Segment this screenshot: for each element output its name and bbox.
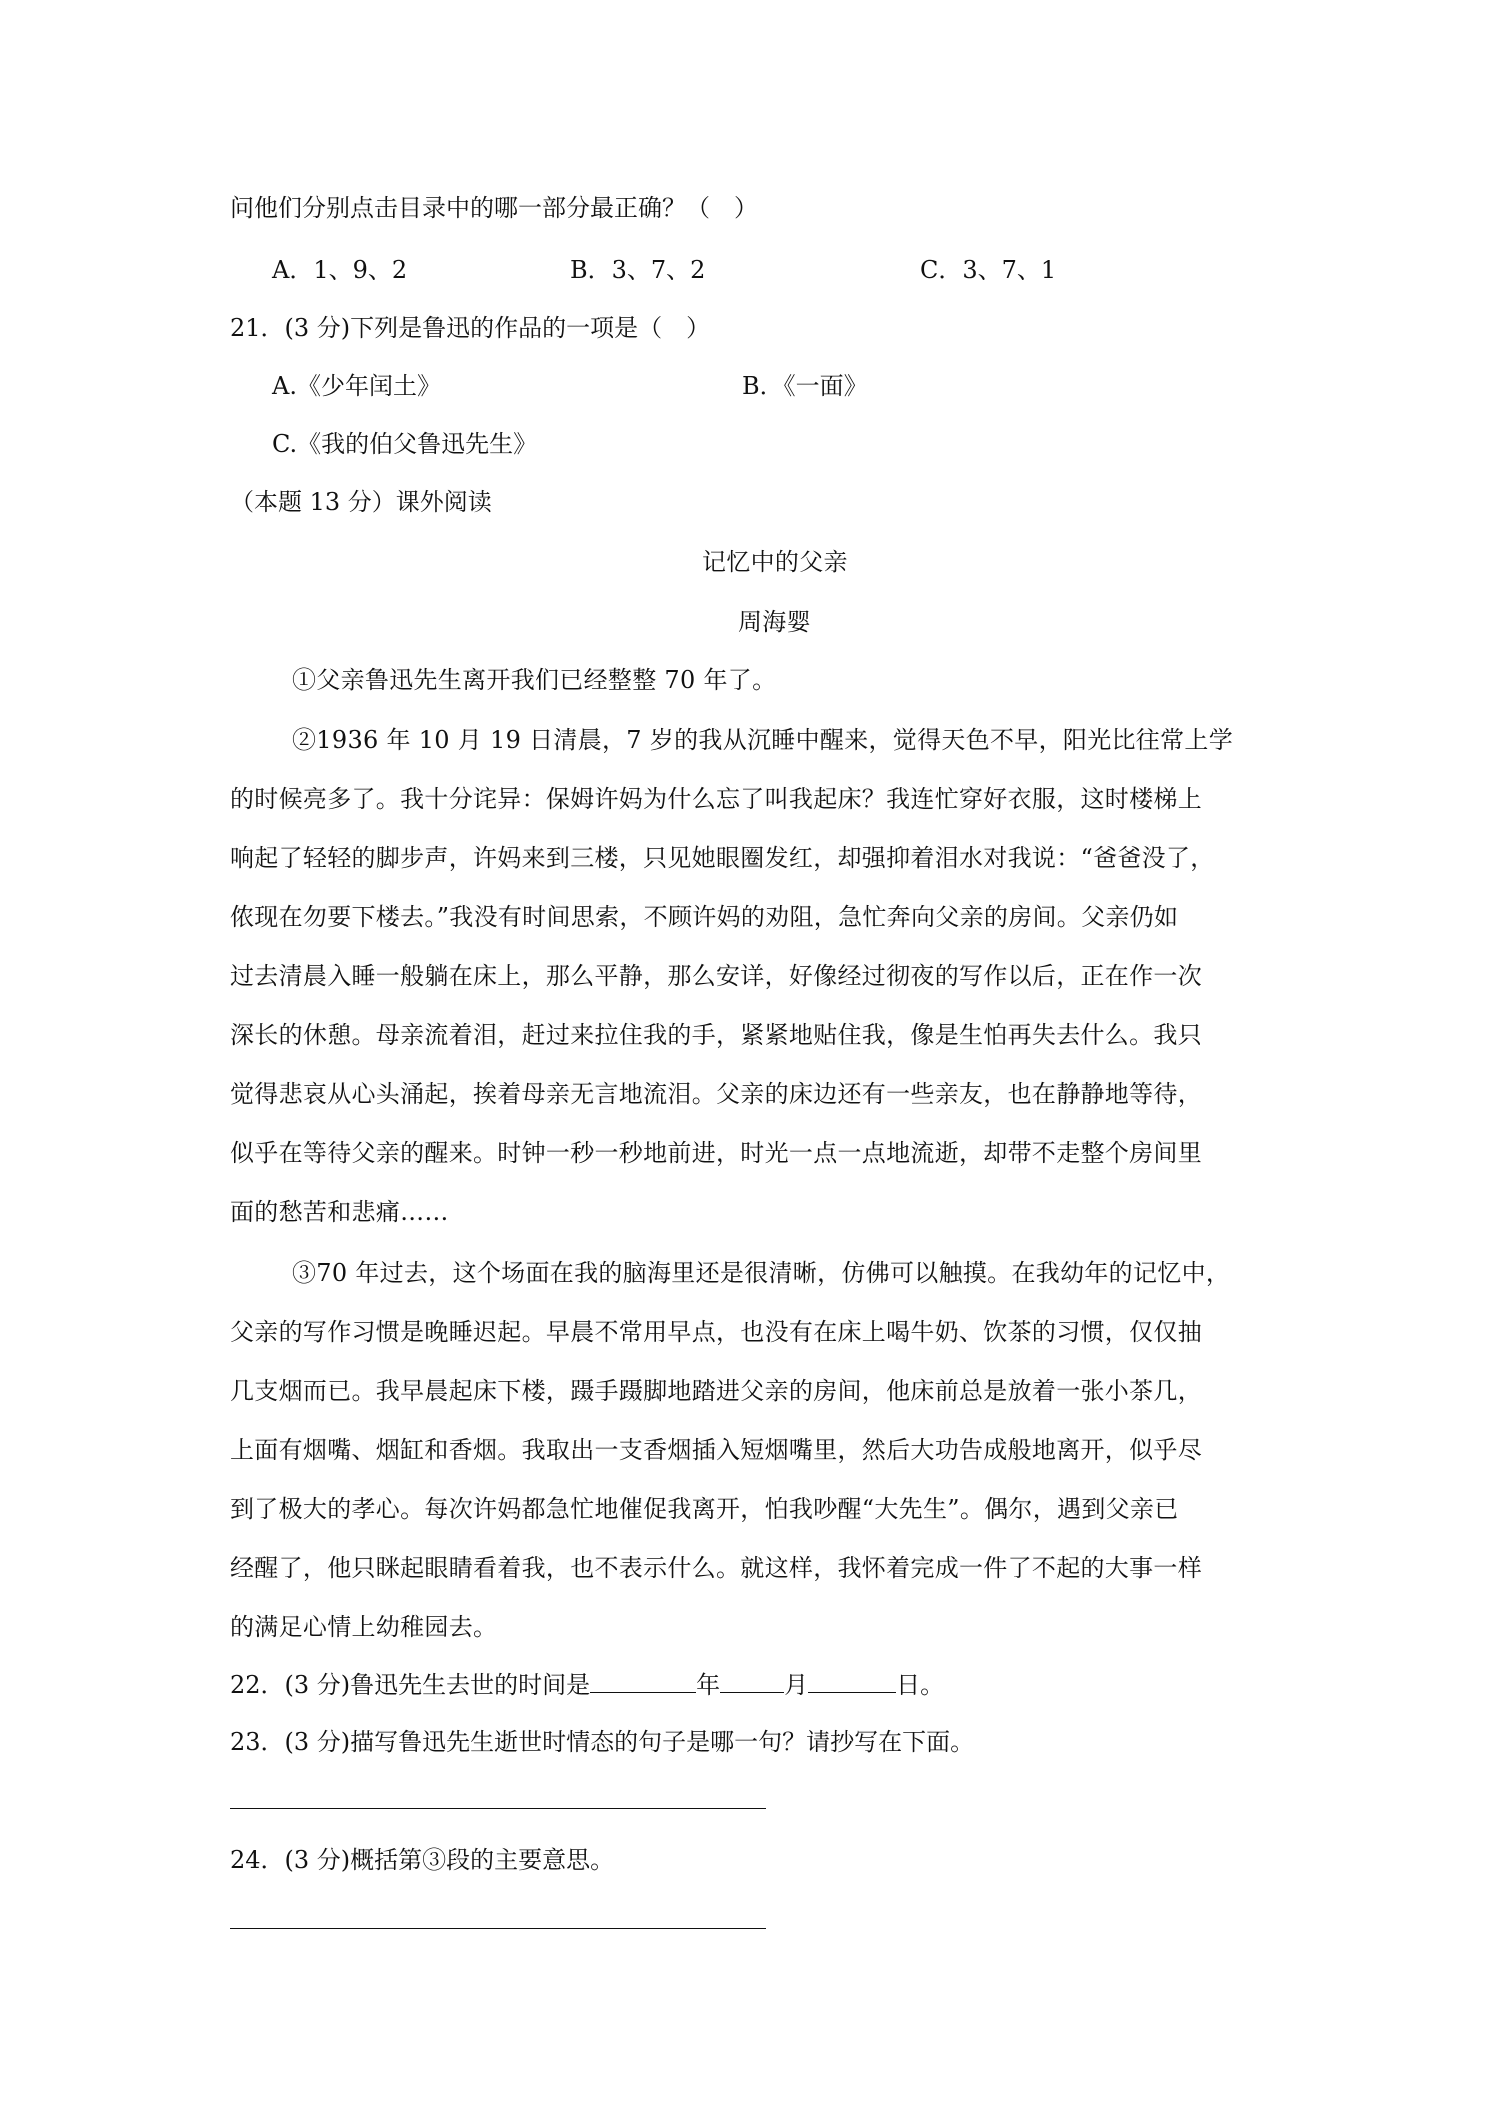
q22-day-label: 日。 bbox=[896, 1671, 945, 1699]
passage-author: 周海婴 bbox=[738, 608, 811, 636]
passage-p1-line: ①父亲鲁迅先生离开我们已经整整 70 年了。 bbox=[292, 666, 777, 694]
passage-p3-line: 经醒了，他只眯起眼睛看着我，也不表示什么。就这样，我怀着完成一件了不起的大事一样 bbox=[230, 1554, 1202, 1582]
q21-option-b: B．《一面》 bbox=[742, 372, 868, 400]
q20-stem-tail: 问他们分别点击目录中的哪一部分最正确？（ ） bbox=[230, 194, 758, 222]
q23-answer-line[interactable] bbox=[230, 1808, 766, 1809]
passage-p2-line: 响起了轻轻的脚步声，许妈来到三楼，只见她眼圈发红，却强抑着泪水对我说：“爸爸没了， bbox=[230, 844, 1215, 872]
q24-stem: 24．(3 分)概括第③段的主要意思。 bbox=[230, 1846, 615, 1874]
q21-option-c: C.《我的伯父鲁迅先生》 bbox=[272, 430, 538, 458]
passage-p2-line: 面的愁苦和悲痛…… bbox=[230, 1198, 449, 1226]
q20-option-b: B．3、7、2 bbox=[570, 256, 706, 284]
q20-option-a: A．1、9、2 bbox=[272, 256, 408, 284]
q22-prefix: 22．(3 分)鲁迅先生去世的时间是 bbox=[230, 1671, 591, 1699]
q22-day-blank[interactable] bbox=[808, 1668, 896, 1693]
passage-p2-line: 过去清晨入睡一般躺在床上，那么平静，那么安详，好像经过彻夜的写作以后，正在作一次 bbox=[230, 962, 1202, 990]
passage-p2-line: 似乎在等待父亲的醒来。时钟一秒一秒地前进，时光一点一点地流逝，却带不走整个房间里 bbox=[230, 1139, 1202, 1167]
q22-month-label: 月 bbox=[784, 1671, 809, 1699]
passage-p3-line: 上面有烟嘴、烟缸和香烟。我取出一支香烟插入短烟嘴里，然后大功告成般地离开，似乎尽 bbox=[230, 1436, 1202, 1464]
q22-month-blank[interactable] bbox=[720, 1668, 784, 1693]
passage-p3-line: 到了极大的孝心。每次许妈都急忙地催促我离开，怕我吵醒“大先生”。偶尔，遇到父亲已 bbox=[230, 1495, 1179, 1523]
passage-p2-line: 深长的休憩。母亲流着泪，赶过来拉住我的手，紧紧地贴住我，像是生怕再失去什么。我只 bbox=[230, 1021, 1202, 1049]
passage-p2-line: 的时候亮多了。我十分诧异：保姆许妈为什么忘了叫我起床？我连忙穿好衣服，这时楼梯上 bbox=[230, 785, 1202, 813]
q21-option-a: A.《少年闰土》 bbox=[272, 372, 441, 400]
q24-answer-line[interactable] bbox=[230, 1928, 766, 1929]
passage-p2-line: 侬现在勿要下楼去。”我没有时间思索，不顾许妈的劝阻，急忙奔向父亲的房间。父亲仍如 bbox=[230, 903, 1179, 931]
q21-stem: 21．(3 分)下列是鲁迅的作品的一项是（ ） bbox=[230, 314, 711, 342]
passage-p3-line: 几支烟而已。我早晨起床下楼，蹑手蹑脚地踏进父亲的房间，他床前总是放着一张小茶几， bbox=[230, 1377, 1202, 1405]
q23-stem: 23．(3 分)描写鲁迅先生逝世时情态的句子是哪一句？请抄写在下面。 bbox=[230, 1728, 975, 1756]
q22-year-blank[interactable] bbox=[590, 1668, 696, 1693]
q22-stem bbox=[230, 1668, 944, 1701]
q22-year-label: 年 bbox=[696, 1671, 721, 1699]
passage-p2-line: 觉得悲哀从心头涌起，挨着母亲无言地流泪。父亲的床边还有一些亲友，也在静静地等待， bbox=[230, 1080, 1202, 1108]
passage-p3-line: ③70 年过去，这个场面在我的脑海里还是很清晰，仿佛可以触摸。在我幼年的记忆中， bbox=[292, 1259, 1231, 1287]
q20-option-c: C．3、7、1 bbox=[920, 256, 1057, 284]
passage-p3-line: 父亲的写作习惯是晚睡迟起。早晨不常用早点，也没有在床上喝牛奶、饮茶的习惯，仅仅抽 bbox=[230, 1318, 1202, 1346]
section-header: （本题 13 分）课外阅读 bbox=[230, 488, 492, 516]
passage-title: 记忆中的父亲 bbox=[702, 548, 848, 576]
passage-p2-line: ②1936 年 10 月 19 日清晨，7 岁的我从沉睡中醒来，觉得天色不早，阳光比往常上学 bbox=[292, 726, 1233, 754]
passage-p3-line: 的满足心情上幼稚园去。 bbox=[230, 1613, 498, 1641]
